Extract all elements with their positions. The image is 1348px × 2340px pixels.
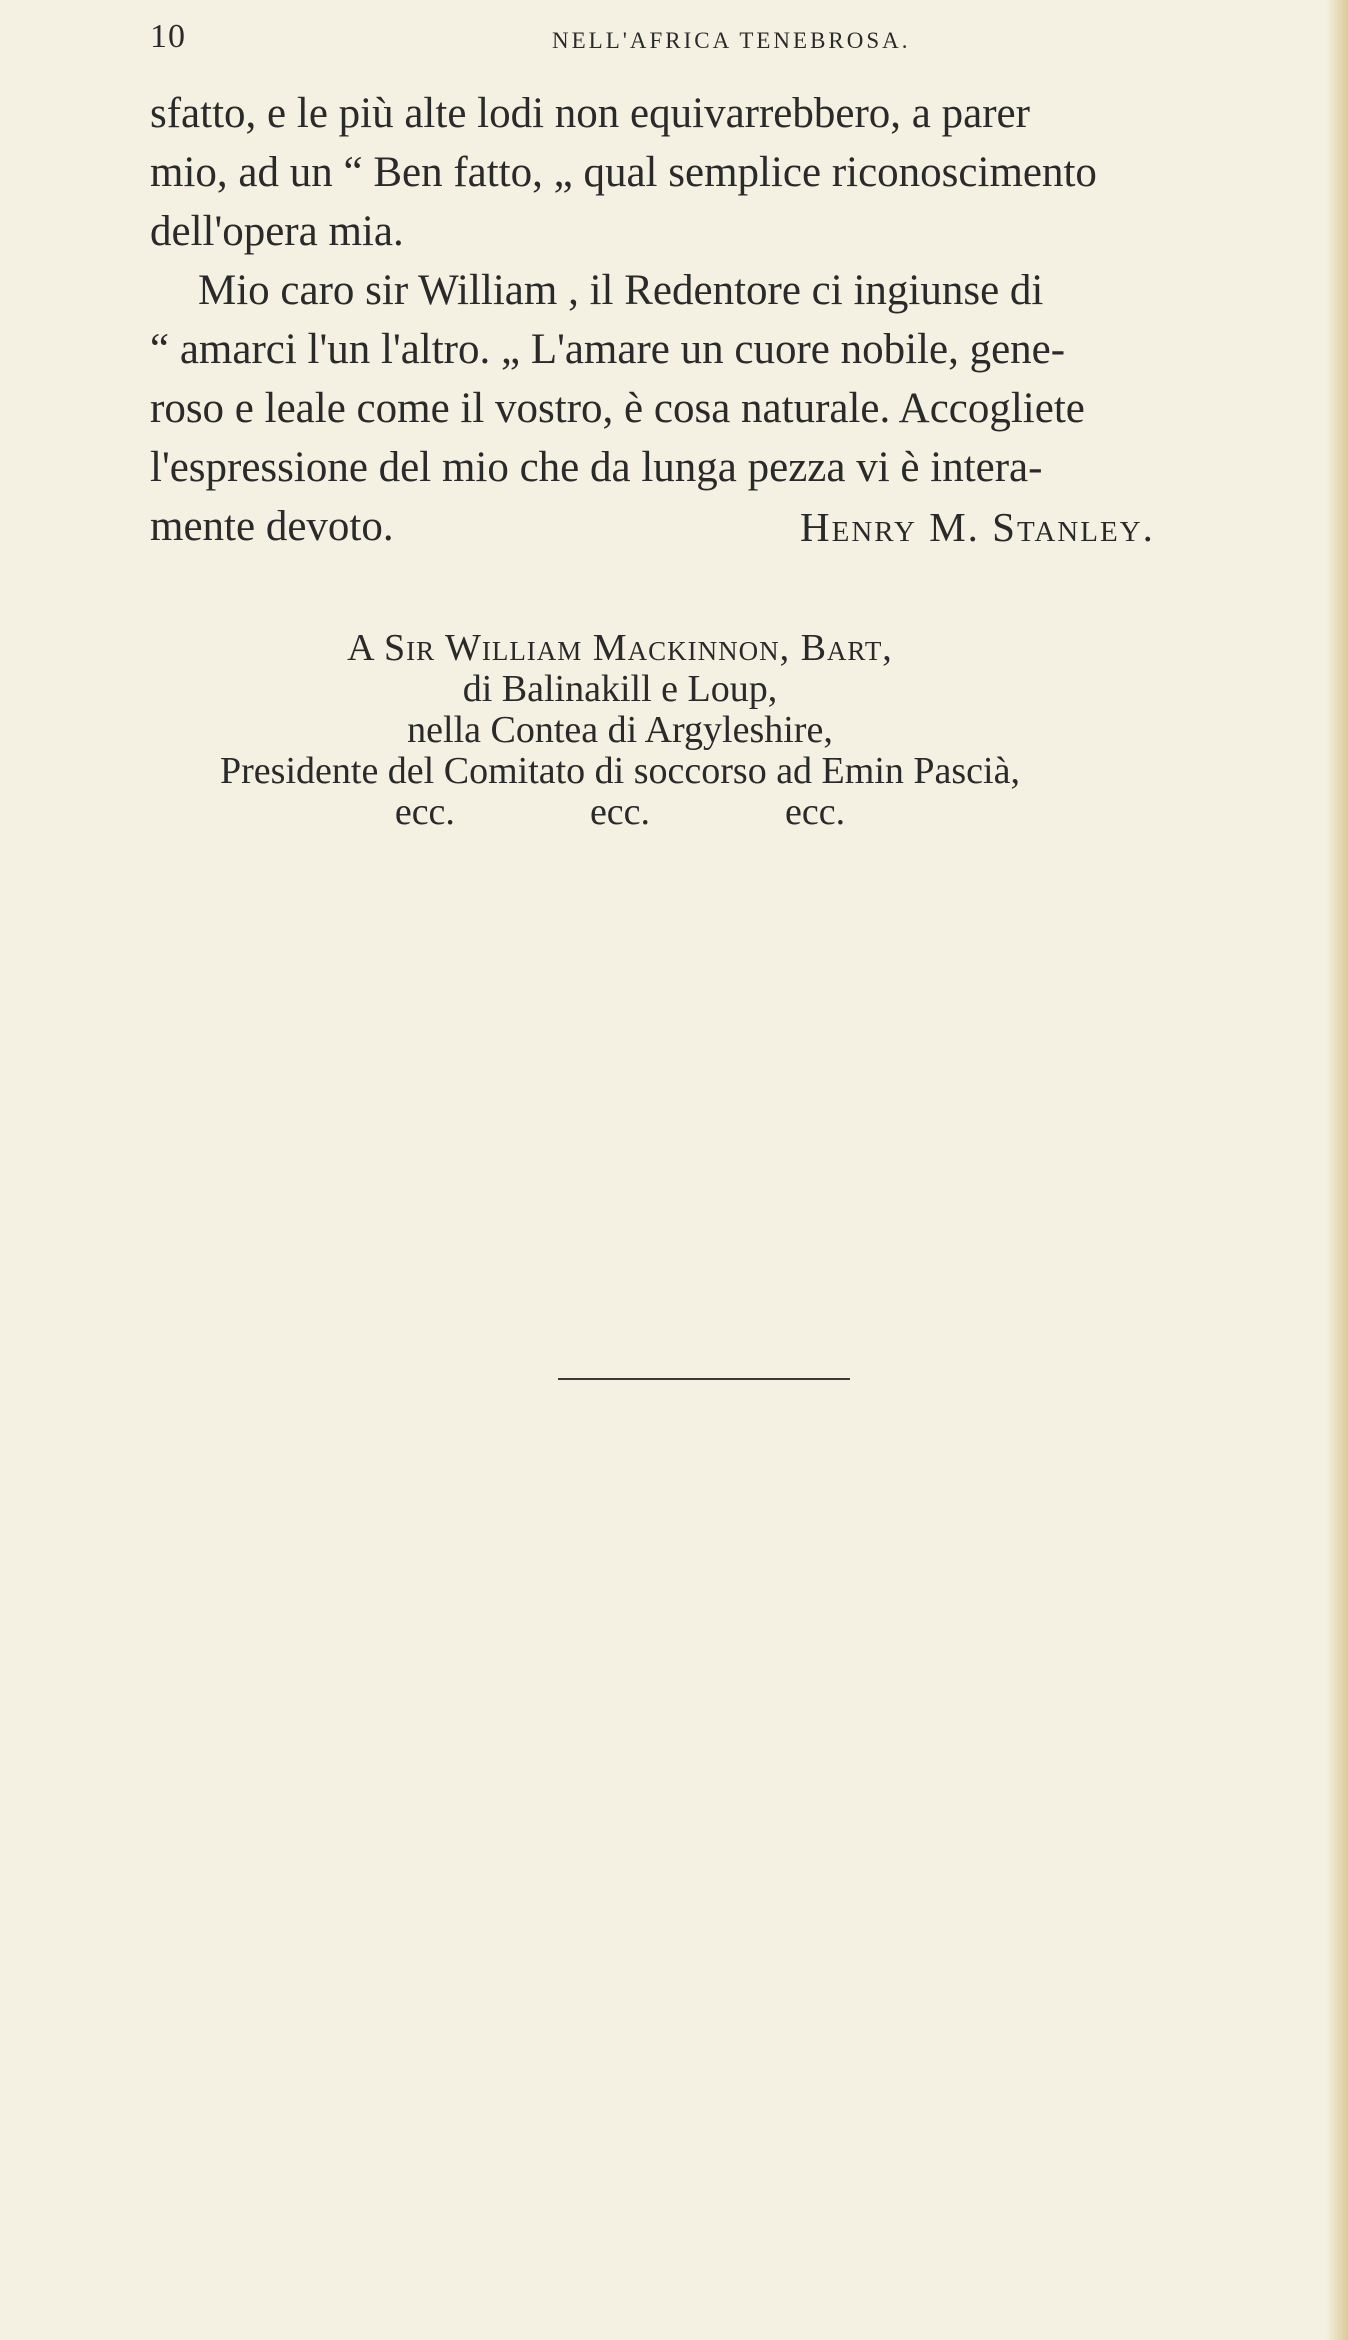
ecc-row [140,792,1100,833]
dedication [140,628,1100,833]
letter-body [150,84,1310,556]
text-line: sfatto, e le più alte lodi non equivarrebbero, a parer [150,90,1030,137]
signature: Henry M. Stanley. [800,504,1155,550]
ecc-text: ecc. [589,791,651,833]
page-number: 10 [150,18,186,55]
dedication-line: nella Contea di Argyleshire, [407,709,833,751]
paragraph-1 [150,84,1310,261]
text-line: “ amarci l'un l'altro. „ L'amare un cuore nobile, gene- [150,326,1066,373]
ecc-text: ecc. [785,791,846,833]
text-line: Mio caro sir William , il Redentore ci ingiunse di [198,267,1044,314]
text-line: dell'opera mia. [150,208,404,255]
text-line: mente devoto. [150,503,394,550]
running-title: NELL'AFRICA TENEBROSA. [552,28,911,53]
text-line: l'espressione del mio che da lunga pezza vi è intera- [150,444,1043,491]
dedication-line: Presidente del Comitato di soccorso ad Emin Pascià, [220,750,1020,792]
running-head [150,18,1310,58]
dedication-line: di Balinakill e Loup, [462,668,778,710]
dedication-recipient: A Sir William Mackinnon, Bart, [347,627,893,669]
text-line: mio, ad un “ Ben fatto, „ qual semplice riconoscimento [150,149,1097,196]
page-edge-shading [1326,0,1348,2340]
text-line: roso e leale come il vostro, è cosa naturale. Accogliete [150,385,1085,432]
ecc-text: ecc. [394,791,455,833]
section-rule [558,1378,850,1380]
